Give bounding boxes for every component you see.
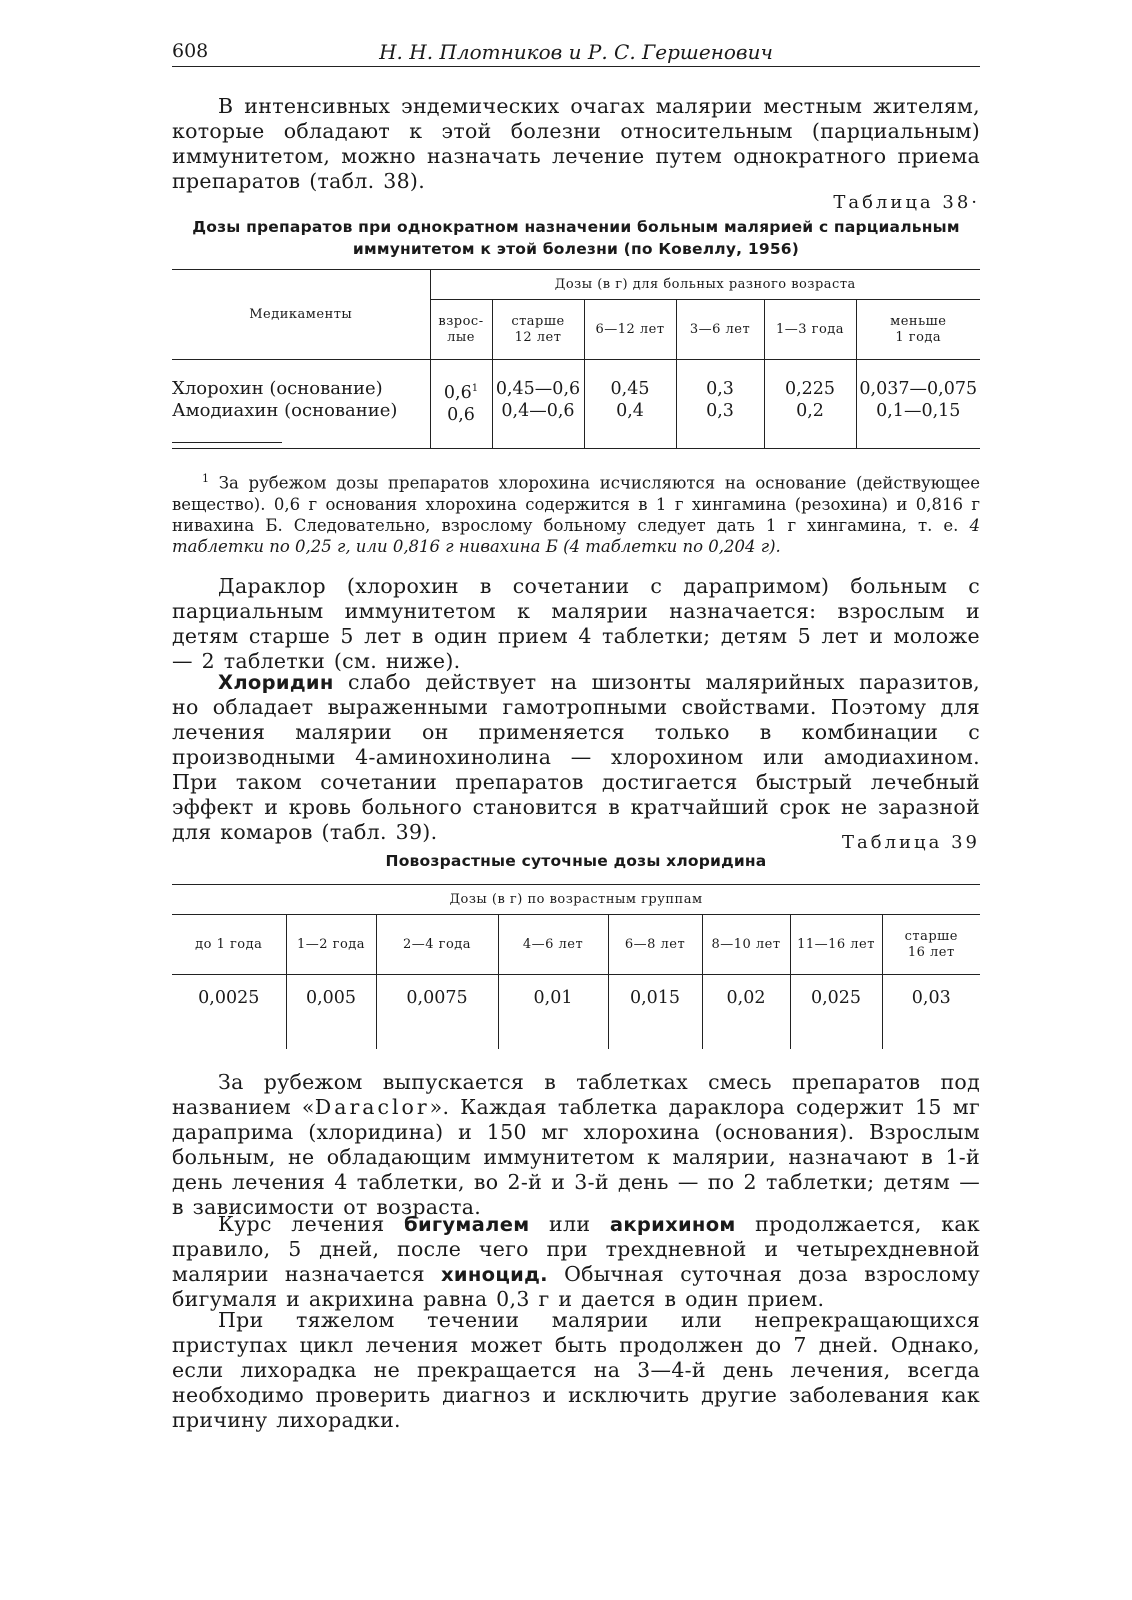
table-39-cell: 0,0025 [198, 988, 260, 1008]
term-chloridin: Хлоридин [218, 671, 334, 694]
paragraph-chloridin: Хлоридин слабо действует на шизонты малярийных паразитов, но обладает выраженными гамотропными свойствами. Поэтому для лечения малярии он применяется только в комбинации с производными 4-аминохинолина — хлорохином или амодиахином. При таком сочетании препаратов достигается быстрый лечебный эффект и кровь больного становится в кратчайший срок не заразной для комаров (табл. 39). [172, 670, 980, 844]
table-39-cell: 0,025 [790, 975, 882, 1050]
table-38-cell: 0,45 0,4 [584, 360, 676, 449]
table-39-col-header: 11—16 лет [790, 915, 882, 975]
table-39-col-header: 4—6 лет [498, 915, 608, 975]
running-head: Н. Н. Плотников и Р. С. Гершенович [379, 40, 773, 64]
table-39-cell: 0,015 [608, 975, 702, 1050]
table-39-col-header: до 1 года [195, 936, 263, 952]
table-39-col-header: 6—8 лет [608, 915, 702, 975]
table-39-col-header: 8—10 лет [702, 915, 790, 975]
table-39-title: Повозрастные суточные дозы хлоридина [385, 852, 767, 870]
brand-daraclor: Daraclor [314, 1095, 430, 1119]
table-39-cell: 0,03 [882, 975, 980, 1050]
page-number: 608 [172, 40, 209, 62]
footnote-mark: 1 [202, 472, 209, 485]
table-38-cell: 0,3 0,3 [676, 360, 764, 449]
table-39-cell: 0,0075 [376, 975, 498, 1050]
table-38-title-line1: Дозы препаратов при однократном назначении больным малярией с парциальным [192, 218, 960, 236]
table-38-col-header: взрос- лые [430, 300, 492, 360]
footnote-italic-text: 4 таблетки по 0,25 г, или 0,816 г нивахина Б (4 таблетки по 0,204 г). [172, 515, 980, 556]
table-38-cell: $0,6^1$ 0,6 [430, 360, 492, 449]
term-akrikhin: акрихином [609, 1213, 736, 1236]
page-header [172, 36, 980, 67]
table-39-label: Таблица 39 [842, 832, 980, 853]
table-38-data-row [172, 360, 980, 449]
table-39-group-header: Дозы (в г) по возрастным группам [449, 891, 703, 907]
table-39-cell: 0,01 [498, 975, 608, 1050]
table-38-col-header: 1—3 года [764, 300, 856, 360]
table-38-col-header: 6—12 лет [584, 300, 676, 360]
table-39 [172, 884, 980, 1049]
table-39-col-header: 1—2 года [286, 915, 376, 975]
table-38-cell: 0,45—0,6 0,4—0,6 [492, 360, 584, 449]
paragraph-severe: При тяжелом течении малярии или непрекращающихся приступах цикл лечения может быть продолжен до 7 дней. Однако, если лихорадка не прекращается на 3—4-й день лечения, всегда необходимо проверить диагноз и исключить другие заболевания как причину лихорадки. [172, 1308, 980, 1432]
paragraph-daraclor-tablets: За рубежом выпускается в таблетках смесь препаратов под названием «Daraclor». Каждая таблетка дараклора содержит 15 мг дараприма (хлоридина) и 150 мг хлорохина (основания). Взрослым больным, не обладающим иммунитетом к малярии, назначают в 1-й день лечения 4 таблетки, во 2-й и 3-й день — по 2 таблетки; детям — в зависимости от возраста. [172, 1070, 980, 1219]
table-38-label: Таблица 38· [833, 192, 980, 213]
footnote [172, 468, 980, 557]
footnote-rule [172, 442, 282, 443]
table-38-cell: 0,037—0,075 0,1—0,15 [856, 360, 980, 449]
footnote-text: За рубежом дозы препаратов хлорохина исчисляются на основание (действующее вещество). 0,6 г основания хлорохина содержится в 1 г хингамина (резохина) и 0,816 г нивахина Б. Следовательно, взрослому больному следует дать 1 г хингамина, [172, 473, 980, 535]
term-bigumal: бигумалем [404, 1213, 530, 1236]
table-38-drug-names: Хлорохин (основание) Амодиахин (основание) [172, 378, 398, 421]
table-39-col-header: 2—4 года [376, 915, 498, 975]
table-38 [172, 269, 980, 449]
table-38-title-line2: иммунитетом к этой болезни (по Ковеллу, 1956) [352, 240, 800, 258]
table-38-col-header: меньше 1 года [856, 300, 980, 360]
table-39-data-row [172, 975, 980, 1050]
table-39-cell: 0,005 [286, 975, 376, 1050]
table-38-col-header: 3—6 лет [676, 300, 764, 360]
table-38-header-drug: Медикаменты [172, 270, 430, 360]
paragraph-intro: В интенсивных эндемических очагах малярии местным жителям, которые обладают к этой болезни относительным (парциальным) иммунитетом, можно назначать лечение путем однократного приема препаратов (табл. 38). [172, 94, 980, 193]
term-khinocid: хиноцид. [441, 1263, 548, 1286]
table-39-cell: 0,02 [702, 975, 790, 1050]
paragraph-course: Курс лечения бигумалем или акрихином продолжается, как правило, 5 дней, после чего при трехдневной и четырехдневной малярии назначается хиноцид. Обычная суточная доза взрослому бигумаля и акрихина равна 0,3 г и дается в один прием. [172, 1212, 980, 1311]
table-38-group-header: Дозы (в г) для больных разного возраста [430, 270, 980, 300]
footnote-italic-lead: т. е. [917, 515, 959, 535]
table-38-col-header: старше 12 лет [492, 300, 584, 360]
table-38-title [172, 216, 980, 260]
paragraph-daraclor: Дараклор (хлорохин в сочетании с дарапримом) больным с парциальным иммунитетом к малярии назначается: взрослым и детям старше 5 лет в один прием 4 таблетки; детям 5 лет и моложе — 2 таблетки (см. ниже). [172, 574, 980, 673]
table-39-col-header: старше 16 лет [882, 915, 980, 975]
table-38-cell: 0,225 0,2 [764, 360, 856, 449]
